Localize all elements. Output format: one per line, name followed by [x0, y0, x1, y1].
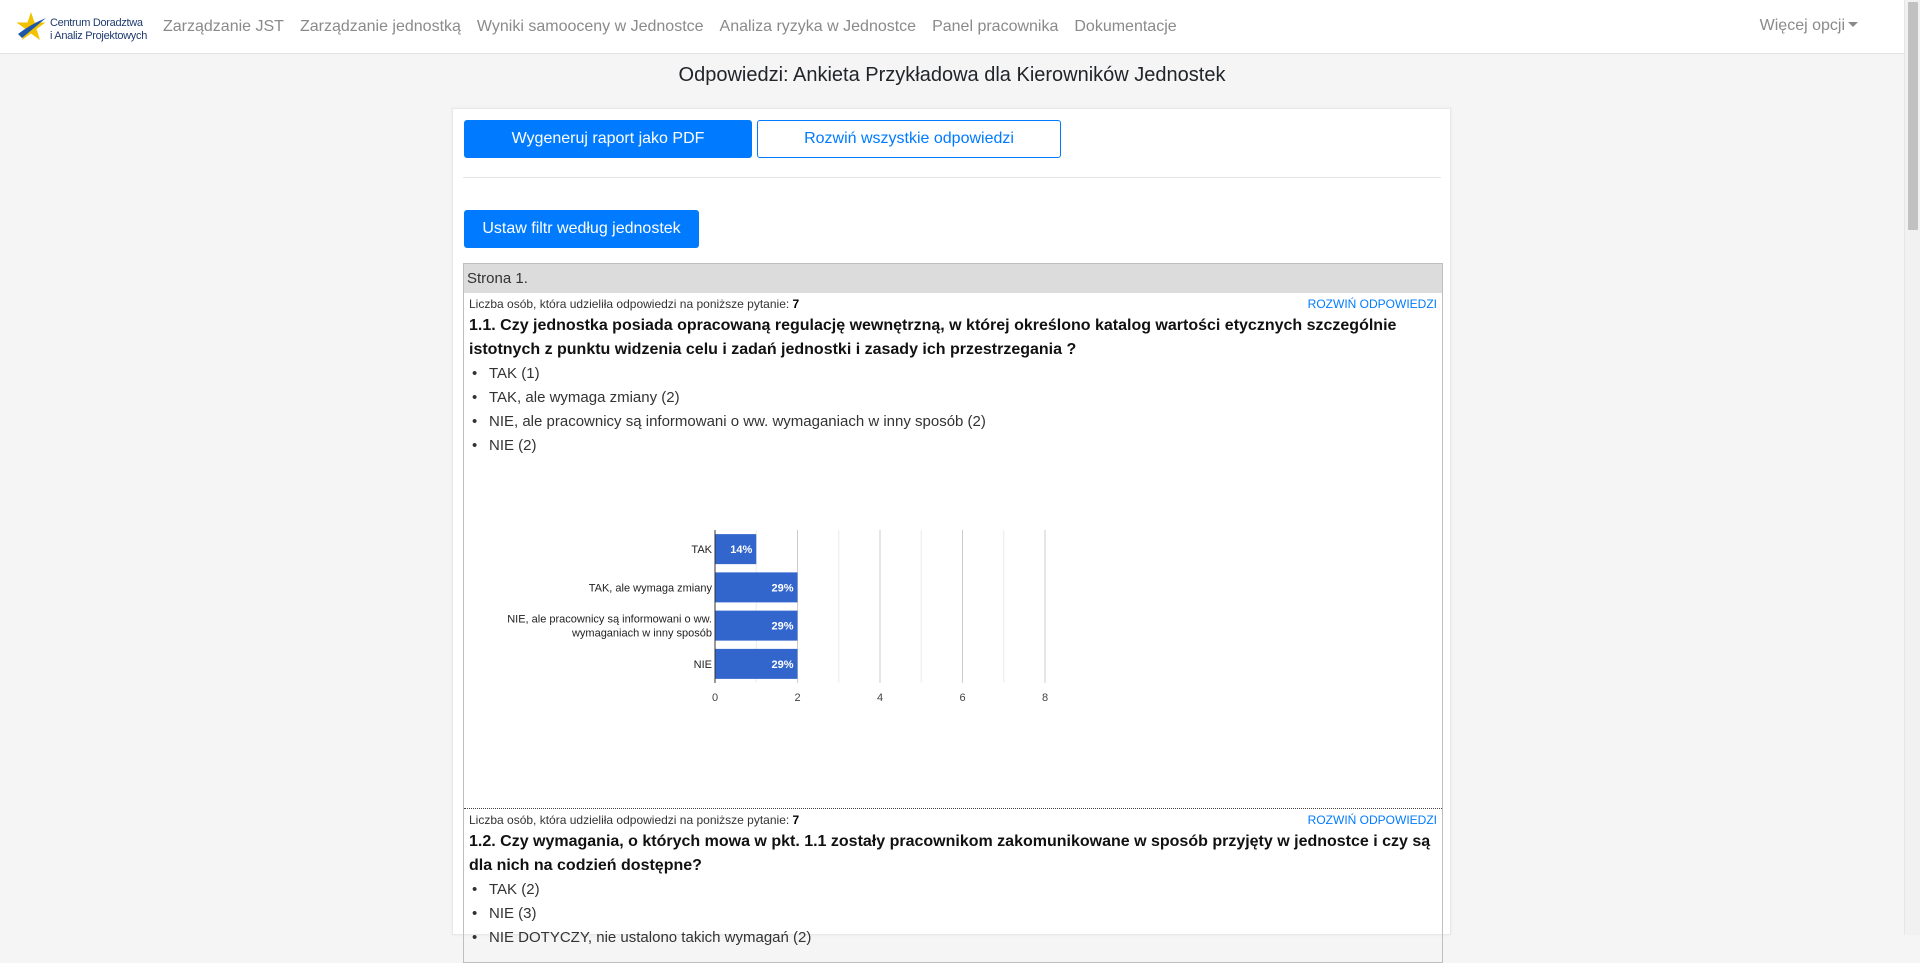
expand-all-button[interactable]: Rozwiń wszystkie odpowiedzi [757, 120, 1061, 158]
nav-zarzadzanie-jst[interactable]: Zarządzanie JST [163, 18, 284, 35]
question-title: 1.2. Czy wymagania, o których mowa w pkt. 1.1 zostały pracownikom zakomunikowane w sposób przyjęty w jednostce i czy są dla nich na codzień dostępne? [469, 833, 1431, 874]
bar-data-label: 29% [771, 582, 794, 595]
survey-page-section [463, 263, 1443, 963]
answer-item: • NIE (2) [469, 434, 1437, 458]
x-tick-label: 0 [711, 692, 719, 704]
x-tick-label: 8 [1041, 692, 1049, 704]
answer-item: • NIE DOTYCZY, nie ustalono takich wymagań (2) [469, 926, 1437, 950]
nav-dokumentacje[interactable]: Dokumentacje [1074, 18, 1177, 35]
brand-line-2: i Analiz Projektowych [50, 30, 148, 42]
answers-bar-chart [469, 458, 1437, 808]
x-tick-label: 4 [876, 692, 884, 704]
brand-logo[interactable] [14, 10, 154, 46]
scrollbar-thumb[interactable] [1908, 2, 1918, 230]
bar-data-label: 29% [771, 620, 794, 633]
bar-data-label: 14% [730, 544, 753, 557]
nav-panel-pracownika[interactable]: Panel pracownika [932, 18, 1059, 35]
more-options-label: Więcej opcji [1759, 17, 1845, 34]
brand-line-1: Centrum Doradztwa [50, 17, 143, 29]
nav-wyniki-samooceny[interactable]: Wyniki samooceny w Jednostce [476, 18, 704, 35]
question-block-1-1 [464, 293, 1442, 808]
bar-data-label: 29% [771, 658, 794, 671]
caret-down-icon [1848, 22, 1858, 27]
more-options-dropdown[interactable] [1760, 17, 1858, 35]
generate-pdf-button[interactable]: Wygeneruj raport jako PDF [464, 120, 752, 158]
expand-answers-link[interactable]: ROZWIŃ ODPOWIEDZI [1307, 297, 1437, 311]
bar-chart-svg [469, 458, 1444, 808]
page-scrollbar[interactable] [1904, 0, 1920, 935]
page-section-header: Strona 1. [464, 264, 1442, 293]
report-panel [452, 108, 1451, 946]
respondent-count-value: 7 [792, 297, 800, 311]
category-label: wymaganiach w inny sposób [571, 627, 712, 640]
respondent-count-label: Liczba osób, która udzieliła odpowiedzi na poniższe pytanie: [469, 813, 790, 827]
category-label: TAK, ale wymaga zmiany [588, 582, 712, 595]
expand-answers-link[interactable]: ROZWIŃ ODPOWIEDZI [1307, 813, 1437, 827]
answer-item: • TAK, ale wymaga zmiany (2) [469, 386, 1437, 410]
page-title: Odpowiedzi: Ankieta Przykładowa dla Kierowników Jednostek [678, 64, 1226, 86]
question-block-1-2 [464, 808, 1442, 950]
x-tick-label: 6 [959, 692, 966, 704]
category-label: NIE, ale pracownicy są informowani o ww. [507, 613, 712, 626]
divider [463, 177, 1441, 178]
question-title: 1.1. Czy jednostka posiada opracowaną regulację wewnętrzną, w której określono katalog wartości etycznych szczególnie istotnych z punktu widzenia celu i zadań jednostki i zasady ich przestrzegania ? [469, 317, 1397, 358]
star-logo-icon [14, 10, 48, 44]
answer-item: • NIE (3) [469, 902, 1437, 926]
category-label: NIE [693, 658, 712, 671]
respondent-count [469, 812, 1437, 828]
top-navbar [0, 0, 1904, 54]
category-label: TAK [691, 544, 712, 557]
answer-item: • TAK (1) [469, 362, 1437, 386]
x-tick-label: 2 [794, 692, 801, 704]
answer-item: • NIE, ale pracownicy są informowani o ww. wymaganiach w inny sposób (2) [469, 410, 1437, 434]
answer-item: • TAK (2) [469, 878, 1437, 902]
respondent-count-label: Liczba osób, która udzieliła odpowiedzi na poniższe pytanie: [469, 297, 790, 311]
answer-list [469, 362, 1437, 458]
brand-name [50, 17, 147, 43]
respondent-count [469, 296, 1437, 312]
answer-list [469, 878, 1437, 950]
nav-links [163, 0, 1193, 54]
nav-analiza-ryzyka[interactable]: Analiza ryzyka w Jednostce [719, 18, 917, 35]
filter-units-button[interactable]: Ustaw filtr według jednostek [464, 210, 699, 248]
nav-zarzadzanie-jednostka[interactable]: Zarządzanie jednostką [299, 18, 461, 35]
respondent-count-value: 7 [792, 813, 800, 827]
